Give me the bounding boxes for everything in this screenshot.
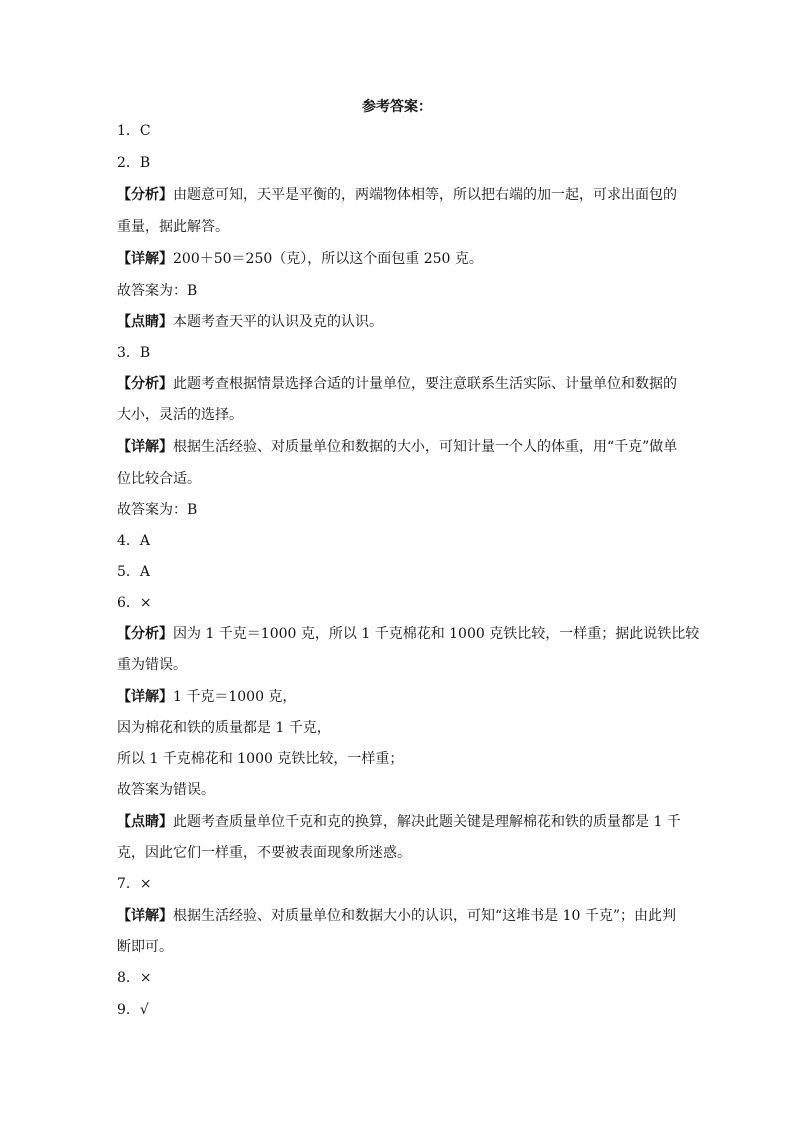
answer-line (117, 749, 403, 769)
line-text: 3．B (117, 345, 151, 361)
line-text: 因为棉花和铁的质量都是 1 千克， (117, 720, 331, 736)
line-text: 根据生活经验、对质量单位和数据大小的认识，可知“这堆书是 10 千克”；由此判 (173, 908, 677, 924)
line-text: 7．× (117, 876, 152, 892)
answer-line (117, 812, 681, 832)
line-text: 重为错误。 (117, 657, 187, 673)
answer-line (117, 185, 677, 205)
line-text: 断即可。 (117, 939, 173, 955)
section-tag: 【详解】 (117, 439, 173, 455)
answer-line (117, 562, 150, 582)
line-text: 大小，灵活的选择。 (117, 407, 243, 423)
line-text: 5．A (117, 564, 151, 580)
answer-line (117, 374, 677, 394)
section-tag: 【点睛】 (117, 314, 173, 330)
answer-line (117, 469, 201, 489)
section-tag: 【分析】 (117, 376, 173, 392)
answer-line (117, 624, 699, 644)
line-text: 因为 1 千克＝1000 克，所以 1 千克棉花和 1000 克铁比较，一样重；据此说铁比较 (173, 626, 700, 642)
section-tag: 【详解】 (117, 908, 173, 924)
answer-line (117, 121, 151, 141)
line-text: 4．A (117, 533, 151, 549)
line-text: 根据生活经验、对质量单位和数据的大小，可知计量一个人的体重，用“千克”做单 (173, 439, 678, 455)
line-text: 2．B (117, 155, 151, 171)
line-text: 6．× (117, 595, 152, 611)
answer-line (117, 718, 331, 738)
section-tag: 【分析】 (117, 187, 173, 203)
answer-line (117, 687, 296, 707)
line-text: 8．× (117, 970, 152, 986)
answer-line (117, 906, 676, 926)
line-text: 9．√ (117, 1002, 149, 1018)
answer-line (117, 593, 152, 613)
answer-line (117, 874, 152, 894)
line-text: 本题考查天平的认识及克的认识。 (173, 314, 383, 330)
answer-line (117, 437, 677, 457)
line-text: 此题考查根据情景选择合适的计量单位，要注意联系生活实际、计量单位和数据的 (173, 376, 677, 392)
line-text: 故答案为：B (117, 502, 198, 518)
answer-line (117, 937, 173, 957)
answer-line (117, 531, 150, 551)
answer-line (117, 217, 229, 237)
line-text: 所以 1 千克棉花和 1000 克铁比较，一样重； (117, 751, 404, 767)
section-tag: 【详解】 (117, 689, 173, 705)
section-tag: 【详解】 (117, 251, 173, 267)
answer-line (117, 500, 197, 520)
answer-line (117, 405, 243, 425)
section-tag: 【分析】 (117, 626, 173, 642)
line-text: 此题考查质量单位千克和克的换算，解决此题关键是理解棉花和铁的质量都是 1 千 (173, 814, 681, 830)
line-text: 位比较合适。 (117, 471, 201, 487)
answer-line (117, 249, 483, 269)
answer-line (117, 843, 411, 863)
answer-line (117, 312, 383, 332)
page-title: 参考答案： (362, 99, 432, 115)
line-text: 1．C (117, 123, 151, 139)
answer-line (117, 343, 150, 363)
answer-line (117, 1000, 149, 1020)
line-text: 故答案为错误。 (117, 782, 215, 798)
line-text: 故答案为：B (117, 283, 198, 299)
line-text: 1 千克＝1000 克， (173, 689, 297, 705)
answer-line (117, 655, 187, 675)
section-tag: 【点睛】 (117, 814, 173, 830)
line-text: 克，因此它们一样重，不要被表面现象所迷惑。 (117, 845, 411, 861)
answer-line (117, 281, 197, 301)
answer-line (117, 968, 152, 988)
line-text: 重量，据此解答。 (117, 219, 229, 235)
line-text: 200＋50＝250（克），所以这个面包重 250 克。 (173, 251, 483, 267)
line-text: 由题意可知，天平是平衡的，两端物体相等，所以把右端的加一起，可求出面包的 (173, 187, 677, 203)
answer-line (117, 780, 215, 800)
answer-line (117, 153, 150, 173)
